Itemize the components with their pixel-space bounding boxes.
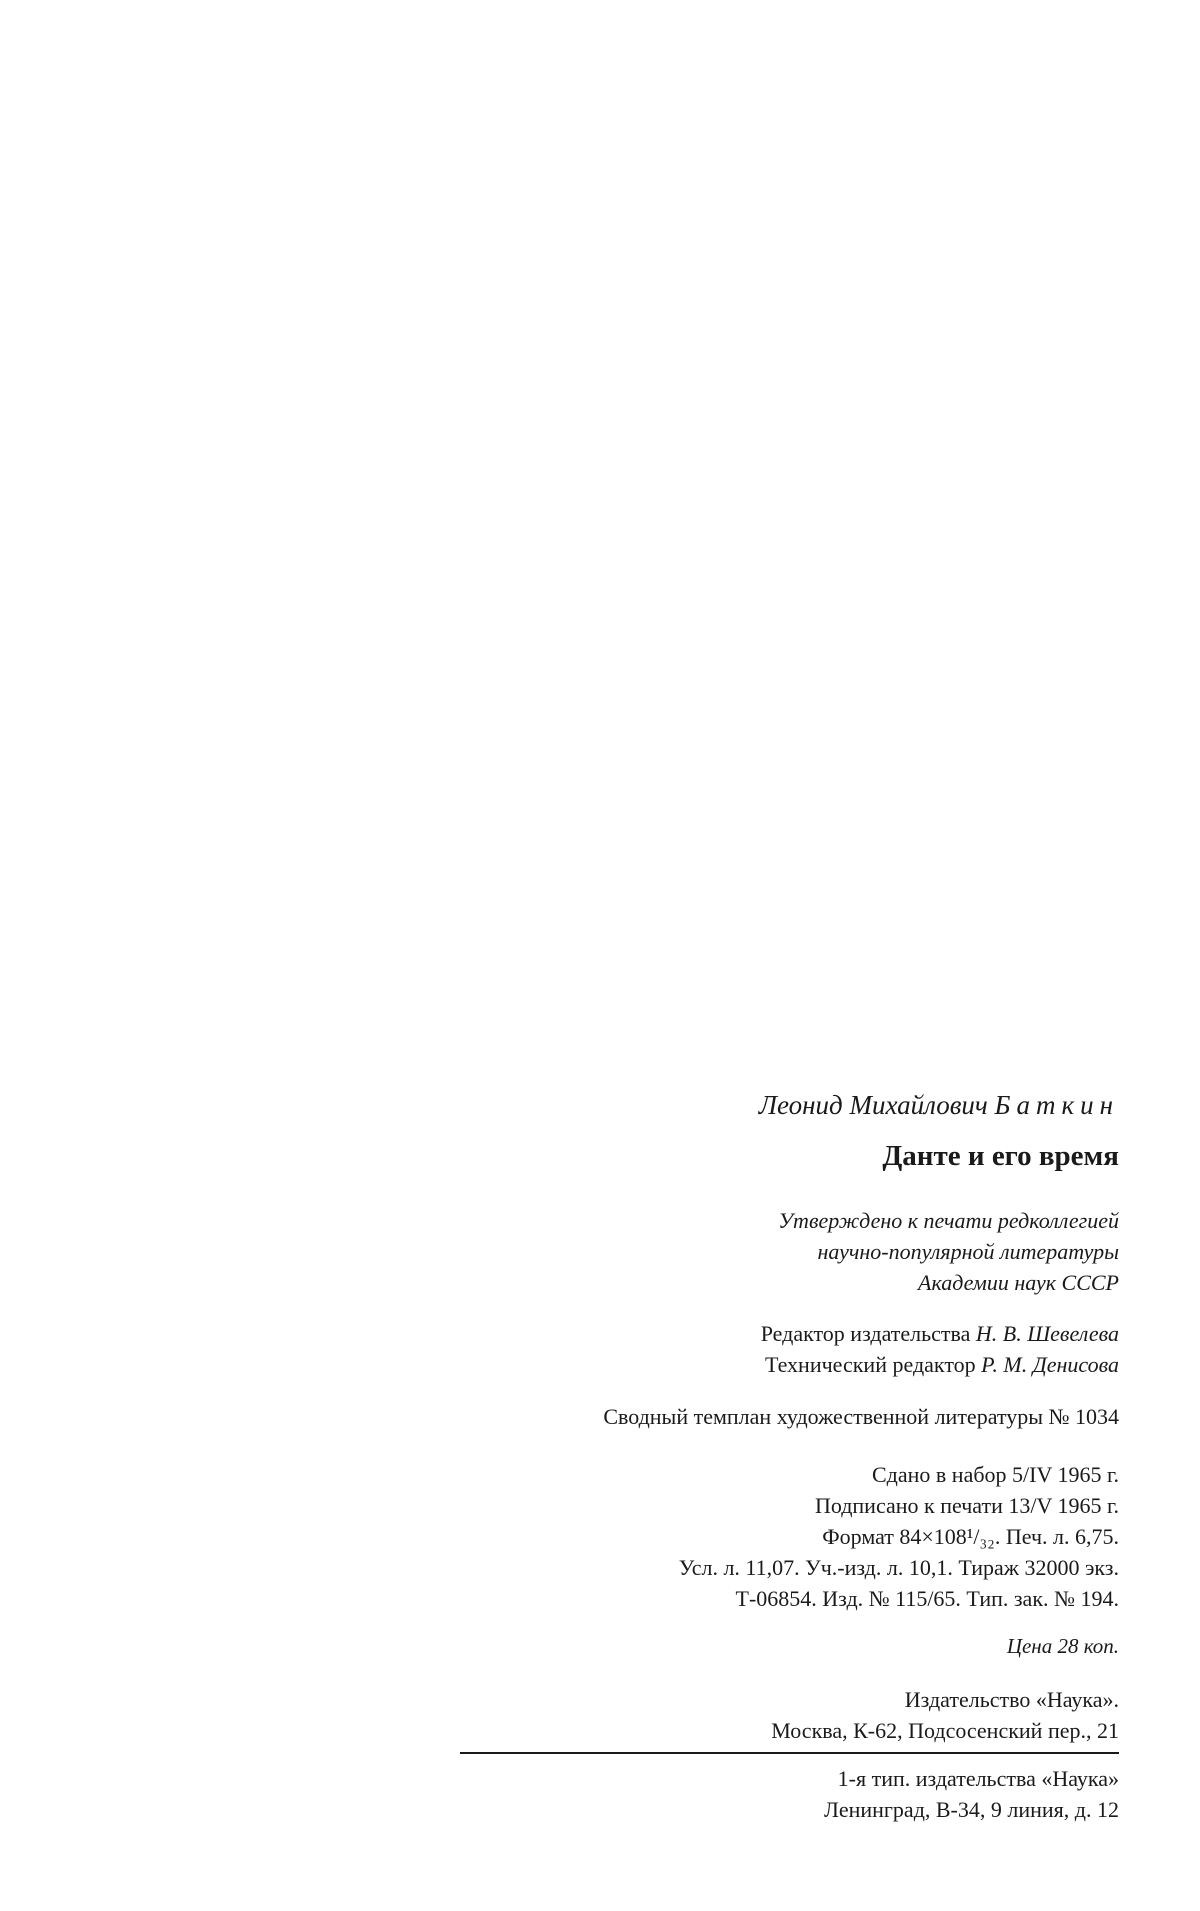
printer-info	[824, 1763, 1119, 1825]
imprint-details	[679, 1459, 1119, 1614]
publisher-line: Москва, К-62, Подсосенский пер., 21	[771, 1718, 1119, 1743]
imprint-line: Т-06854. Изд. № 115/65. Тип. зак. № 194.	[735, 1586, 1119, 1611]
publisher-info	[771, 1684, 1119, 1746]
publishing-plan: Сводный темплан художественной литературы № 1034	[603, 1404, 1119, 1429]
publisher-editor-line	[761, 1318, 1119, 1349]
tech-editor-line	[761, 1349, 1119, 1380]
author-surname: Баткин	[994, 1090, 1119, 1120]
imprint-line: Формат 84×108¹/₃₂. Печ. л. 6,75.	[822, 1524, 1119, 1549]
publisher-line: Издательство «Наука».	[904, 1687, 1119, 1712]
approval-line: Утверждено к печати редколлегией	[778, 1208, 1119, 1233]
imprint-line: Сдано в набор 5/IV 1965 г.	[872, 1462, 1119, 1487]
approval-line: Академии наук СССР	[918, 1270, 1119, 1295]
author-first-names: Леонид Михайлович	[758, 1090, 988, 1120]
price: Цена 28 коп.	[1006, 1634, 1119, 1658]
divider-rule	[460, 1752, 1119, 1754]
imprint-line: Подписано к печати 13/V 1965 г.	[814, 1493, 1119, 1518]
printer-line: 1-я тип. издательства «Наука»	[837, 1766, 1119, 1791]
author-name	[759, 1090, 1119, 1121]
approval-note	[778, 1205, 1119, 1298]
imprint-line: Усл. л. 11,07. Уч.-изд. л. 10,1. Тираж 32000 экз.	[678, 1555, 1119, 1580]
tech-editor-name: Р. М. Денисова	[981, 1352, 1119, 1377]
printer-line: Ленинград, В-34, 9 линия, д. 12	[824, 1797, 1119, 1822]
book-title: Данте и его время	[882, 1140, 1119, 1172]
approval-line: научно-популярной литературы	[817, 1239, 1119, 1264]
tech-editor-role: Технический редактор	[764, 1352, 976, 1377]
editors-credits	[761, 1318, 1119, 1380]
publisher-editor-role: Редактор издательства	[760, 1321, 971, 1346]
publisher-editor-name: Н. В. Шевелева	[975, 1321, 1119, 1346]
